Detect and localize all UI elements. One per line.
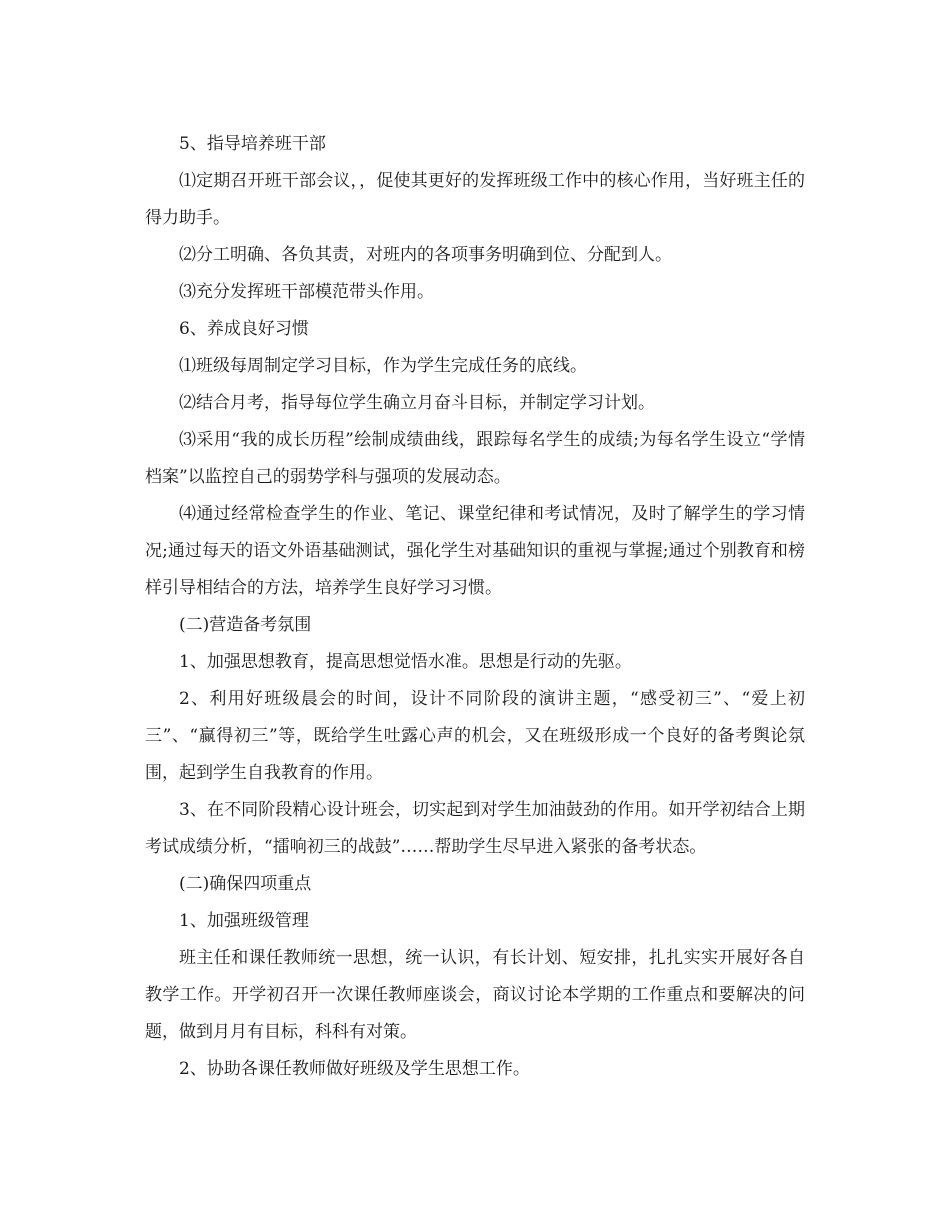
paragraph: ⑵结合月考，指导每位学生确立月奋斗目标，并制定学习计划。 (179, 393, 655, 413)
paragraph: ⑴定期召开班干部会议，，促使其更好的发挥班级工作中的核心作用，当好班主任的得力助手。 (145, 171, 805, 228)
section-heading-cadre: 5、指导培养班干部 (179, 134, 326, 154)
paragraph: ⑴班级每周制定学习目标，作为学生完成任务的底线。 (179, 356, 587, 376)
paragraph: 3、在不同阶段精心设计班会，切实起到对学生加油鼓劲的作用。如开学初结合上期考试成绩分析，“擂响初三的战鼓”……帮助学生尽早进入紧张的备考状态。 (145, 800, 805, 857)
paragraph: 2、利用好班级晨会的时间，设计不同阶段的演讲主题，“感受初三”、“爱上初三”、“赢得初三”等，既给学生吐露心声的机会，又在班级形成一个良好的备考舆论氛围，起到学生自我教育的作用。 (145, 689, 805, 783)
paragraph: 班主任和课任教师统一思想，统一认识，有长计划、短安排，扎扎实实开展好各自教学工作。开学初召开一次课任教师座谈会，商议讨论本学期的工作重点和要解决的问题，做到月月有目标，科科有对策。 (145, 948, 805, 1042)
section-heading-habits: 6、养成良好习惯 (179, 319, 309, 339)
section-heading-key-points: (二)确保四项重点 (179, 874, 312, 894)
section-heading-class-management: 1、加强班级管理 (179, 911, 309, 931)
section-heading-atmosphere: (二)营造备考氛围 (179, 615, 312, 635)
paragraph: ⑶采用“我的成长历程”绘制成绩曲线，跟踪每名学生的成绩;为每名学生设立“学情档案”以监控自己的弱势学科与强项的发展动态。 (145, 430, 805, 487)
paragraph: 2、协助各课任教师做好班级及学生思想工作。 (179, 1059, 530, 1079)
paragraph: ⑵分工明确、各负其责，对班内的各项事务明确到位、分配到人。 (179, 245, 672, 265)
document-body (145, 126, 805, 1088)
paragraph: ⑷通过经常检查学生的作业、笔记、课堂纪律和考试情况，及时了解学生的学习情况;通过每天的语文外语基础测试，强化学生对基础知识的重视与掌握;通过个别教育和榜样引导相结合的方法，培养学生良好学习习惯。 (145, 504, 805, 598)
paragraph: 1、加强思想教育，提高思想觉悟水准。思想是行动的先驱。 (179, 652, 632, 672)
paragraph: ⑶充分发挥班干部模范带头作用。 (179, 282, 434, 302)
